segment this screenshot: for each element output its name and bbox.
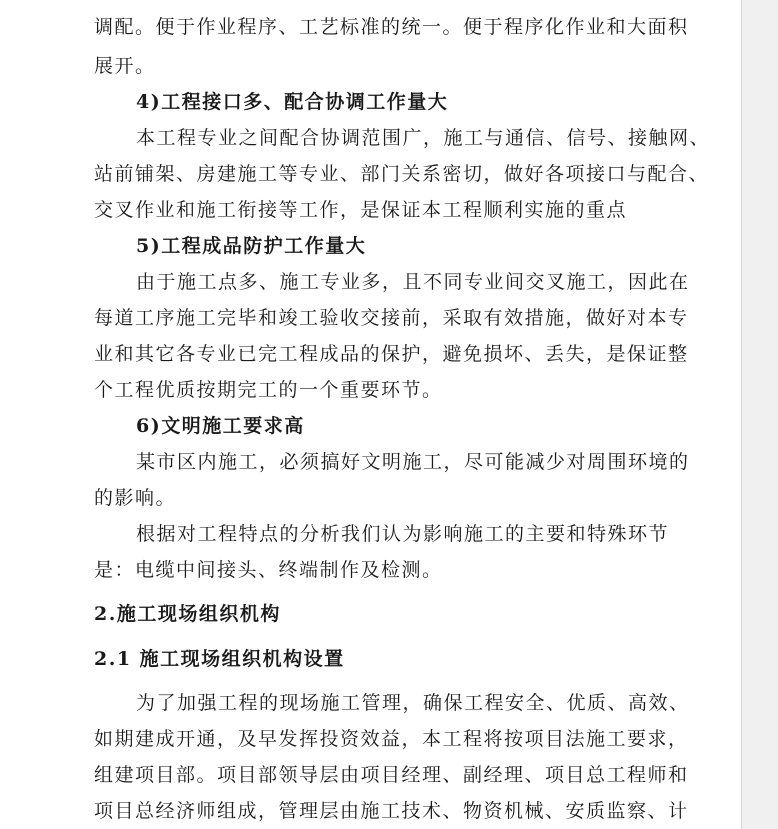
body-text-line: 为了加强工程的现场施工管理，确保工程安全、优质、高效、 xyxy=(136,692,690,714)
body-text-line: 展开。 xyxy=(94,55,156,77)
body-text-line: 的影响。 xyxy=(94,487,177,509)
body-text-line: 如期建成开通，及早发挥投资效益，本工程将按项目法施工要求， xyxy=(94,728,689,750)
body-text-line: 是：电缆中间接头、终端制作及检测。 xyxy=(94,559,443,581)
subsection-heading: 2.1 施工现场组织机构设置 xyxy=(94,648,345,670)
subheading-6: 6)文明施工要求高 xyxy=(136,415,305,437)
subheading-5: 5)工程成品防护工作量大 xyxy=(136,235,367,257)
body-text-line: 调配。便于作业程序、工艺标准的统一。便于程序化作业和大面积 xyxy=(94,16,689,38)
body-text-line: 组建项目部。项目部领导层由项目经理、副经理、项目总工程师和 xyxy=(94,764,689,786)
section-heading: 2.施工现场组织机构 xyxy=(94,603,281,625)
body-text-line: 某市区内施工，必须搞好文明施工，尽可能减少对周围环境的 xyxy=(136,451,690,473)
body-text-line: 由于施工点多、施工专业多，且不同专业间交叉施工，因此在 xyxy=(136,271,690,293)
body-text-line: 站前铺架、房建施工等专业、部门关系密切，做好各项接口与配合、 xyxy=(94,163,710,185)
body-text-line: 个工程优质按期完工的一个重要环节。 xyxy=(94,379,443,401)
body-text-line: 根据对工程特点的分析我们认为影响施工的主要和特殊环节 xyxy=(136,523,670,545)
subheading-4: 4)工程接口多、配合协调工作量大 xyxy=(136,91,449,113)
body-text-line: 项目总经济师组成，管理层由施工技术、物资机械、安质监察、计 xyxy=(94,800,689,822)
body-text-line: 本工程专业之间配合协调范围广，施工与通信、信号、接触网、 xyxy=(136,127,711,149)
body-text-line: 每道工序施工完毕和竣工验收交接前，采取有效措施，做好对本专 xyxy=(94,307,689,329)
window-right-margin xyxy=(741,0,778,829)
body-text-line: 交叉作业和施工衔接等工作，是保证本工程顺利实施的重点 xyxy=(94,199,628,221)
body-text-line: 业和其它各专业已完工程成品的保护，避免损坏、丢失，是保证整 xyxy=(94,343,689,365)
